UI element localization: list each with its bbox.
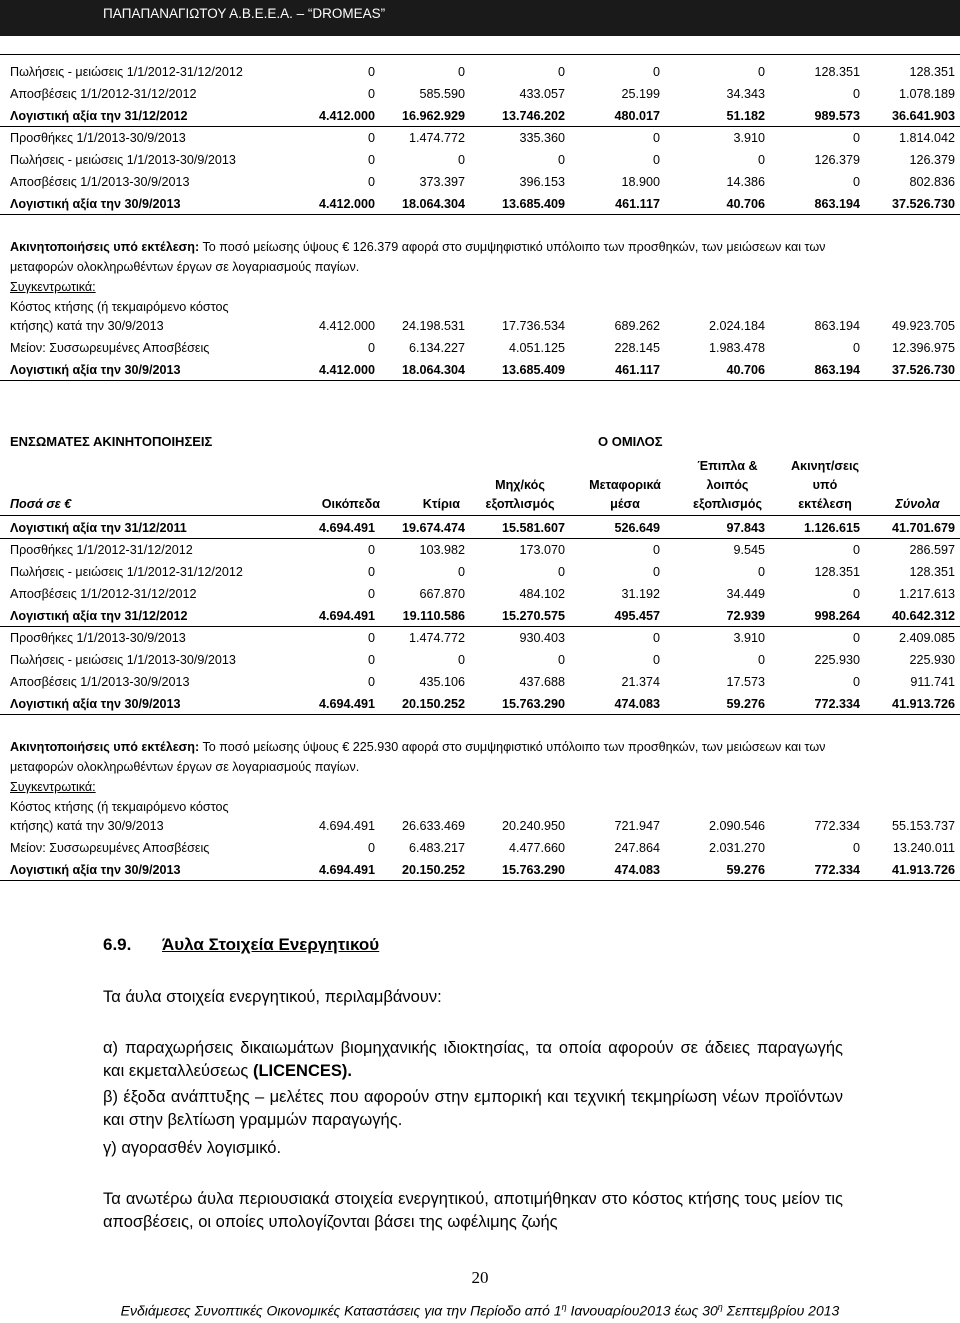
cell-value: 72.939	[726, 609, 765, 623]
cell-value: 41.701.679	[891, 521, 955, 535]
cell-value: 3.910	[733, 131, 765, 145]
cell-value: 1.983.478	[708, 341, 765, 355]
cell-value: 1.814.042	[898, 131, 955, 145]
cell-value: 126.379	[909, 153, 955, 167]
amount-label: Ποσά σε €	[10, 497, 72, 511]
cell-value: 15.763.290	[501, 697, 565, 711]
row-label: Αποσβέσεις 1/1/2013-30/9/2013	[10, 675, 190, 689]
cell-value: 1.126.615	[803, 521, 860, 535]
cell-value: 40.706	[726, 363, 765, 377]
cell-value: 4.477.660	[508, 841, 565, 855]
page-number: 20	[471, 1268, 489, 1287]
cell-value: 247.864	[614, 841, 660, 855]
company-note	[10, 237, 940, 257]
table-row	[0, 150, 960, 170]
cell-value: 9.545	[733, 543, 765, 557]
row-label: Λογιστική αξία την 30/9/2013	[10, 363, 181, 377]
cell-value: 6.134.227	[408, 341, 465, 355]
cell-value: 435.106	[419, 675, 465, 689]
cell-value: 13.746.202	[501, 109, 565, 123]
header-machinery	[470, 476, 570, 514]
cell-value: 59.276	[726, 697, 765, 711]
row-label: Λογιστική αξία την 31/12/2012	[10, 609, 188, 623]
cell-value: 863.194	[814, 363, 860, 377]
cell-value: 0	[852, 841, 860, 855]
cell-value: 20.240.950	[501, 819, 565, 833]
closing-paragraph: Τα ανωτέρω άυλα περιουσιακά στοιχεία ενεργητικού, αποτιμήθηκαν στο κόστος κτήσης τους μείον τις αποσβέσεις, οι οποίες υπολογίζονται βάσει της ωφέλιμης ζωής	[103, 1190, 843, 1231]
header-furniture-line3: εξοπλισμός	[692, 497, 762, 511]
cell-value: 998.264	[814, 609, 860, 623]
row-label: Αποσβέσεις 1/1/2012-31/12/2012	[10, 87, 197, 101]
cell-value: 0	[557, 65, 565, 79]
cell-value: 772.334	[814, 697, 860, 711]
cell-value: 13.685.409	[501, 363, 565, 377]
row-label: Μείον: Συσσωρευμένες Αποσβέσεις	[10, 841, 210, 855]
cell-value: 4.412.000	[318, 363, 375, 377]
group-summary-label: Συγκεντρωτικά:	[10, 780, 96, 794]
cell-value: 689.262	[614, 319, 660, 333]
item-a-text: α) παραχωρήσεις δικαιωμάτων βιομηχανικής ιδιοκτησίας, τα οποία αφορούν σε άδειες παραγωγής και εκμεταλλεύσεως	[103, 1039, 843, 1080]
cell-value: 0	[652, 65, 660, 79]
table-row	[0, 540, 960, 560]
table-row	[0, 128, 960, 148]
cell-value: 484.102	[519, 587, 565, 601]
top-divider	[0, 54, 960, 55]
table-row	[0, 860, 960, 881]
cell-value: 4.412.000	[318, 197, 375, 211]
cell-value: 24.198.531	[401, 319, 465, 333]
cell-value: 0	[852, 675, 860, 689]
cell-value: 126.379	[814, 153, 860, 167]
cell-value: 19.110.586	[402, 609, 465, 623]
cell-value: 6.483.217	[408, 841, 465, 855]
cell-value: 103.982	[419, 543, 465, 557]
row-label: Πωλήσεις - μειώσεις 1/1/2013-30/9/2013	[10, 153, 236, 167]
cell-value: 0	[852, 587, 860, 601]
cell-value: 0	[852, 341, 860, 355]
cell-value: 863.194	[814, 319, 860, 333]
row-label: Λογιστική αξία την 30/9/2013	[10, 197, 181, 211]
cell-value: 930.403	[519, 631, 565, 645]
cell-value: 17.573	[726, 675, 765, 689]
cell-value: 0	[367, 631, 375, 645]
cell-value: 526.649	[614, 521, 660, 535]
cell-value: 14.386	[726, 175, 765, 189]
cell-value: 18.064.304	[401, 197, 465, 211]
group-section-title: ΕΝΣΩΜΑΤΕΣ ΑΚΙΝΗΤΟΠΟΙΗΣΕΙΣ	[10, 434, 213, 449]
table-row	[0, 316, 960, 336]
header-furniture-line2: λοιπός	[706, 478, 749, 492]
row-label: Λογιστική αξία την 30/9/2013	[10, 697, 181, 711]
cell-value: 0	[367, 175, 375, 189]
cell-value: 474.083	[614, 863, 660, 877]
group-note-line2: μεταφορών ολοκληρωθέντων έργων σε λογαριασμούς παγίων.	[10, 760, 360, 774]
cell-value: 772.334	[814, 863, 860, 877]
cell-value: 0	[852, 543, 860, 557]
cell-value: 18.064.304	[401, 363, 465, 377]
cell-value: 667.870	[419, 587, 465, 601]
cell-value: 3.910	[733, 631, 765, 645]
cell-value: 4.694.491	[318, 819, 375, 833]
table-row	[0, 694, 960, 715]
table-row	[0, 562, 960, 582]
cell-value: 59.276	[726, 863, 765, 877]
cell-value: 0	[367, 565, 375, 579]
header-construction-line2: υπό	[812, 478, 838, 492]
table-row	[0, 338, 960, 358]
cell-value: 0	[367, 543, 375, 557]
cell-value: 286.597	[909, 543, 955, 557]
cell-value: 0	[852, 87, 860, 101]
table-row	[0, 816, 960, 836]
cell-value: 18.900	[621, 175, 660, 189]
table-row	[0, 838, 960, 858]
cell-value: 128.351	[814, 65, 860, 79]
cell-value: 0	[757, 153, 765, 167]
row-label: Μείον: Συσσωρευμένες Αποσβέσεις	[10, 341, 210, 355]
footer-pre: Ενδιάμεσες Συνοπτικές Οικονομικές Καταστάσεις για την Περίοδο από 1	[120, 1302, 562, 1319]
cell-value: 0	[367, 131, 375, 145]
row-label: κτήσης) κατά την 30/9/2013	[10, 819, 164, 833]
cell-value: 15.270.575	[501, 609, 565, 623]
cell-value: 433.057	[519, 87, 565, 101]
cell-value: 41.913.726	[891, 863, 955, 877]
cell-value: 0	[652, 543, 660, 557]
cell-value: 4.694.491	[318, 697, 375, 711]
cell-value: 0	[757, 653, 765, 667]
company-note-text: Το ποσό μείωσης ύψους € 126.379 αφορά στο συμψηφιστικό υπόλοιπο των προσθηκών, των μειώσεων και των	[199, 240, 826, 254]
item-c: γ) αγορασθέν λογισμικό.	[103, 1139, 282, 1157]
group-note	[10, 737, 940, 757]
table-row	[0, 62, 960, 82]
footer-post: Σεπτεμβρίου 2013	[722, 1302, 840, 1319]
table-row	[0, 360, 960, 381]
cell-value: 49.923.705	[891, 319, 955, 333]
header-banner	[0, 0, 960, 36]
cell-value: 0	[367, 653, 375, 667]
table-row	[0, 584, 960, 604]
cell-value: 0	[367, 87, 375, 101]
cell-value: 128.351	[909, 565, 955, 579]
table-row	[0, 194, 960, 215]
row-label: Προσθήκες 1/1/2013-30/9/2013	[10, 631, 186, 645]
cell-value: 0	[367, 841, 375, 855]
footer-mid: Ιανουαρίου2013 έως 30	[566, 1302, 718, 1319]
row-label: Αποσβέσεις 1/1/2012-31/12/2012	[10, 587, 197, 601]
row-label: Προσθήκες 1/1/2013-30/9/2013	[10, 131, 186, 145]
header-machinery-line2: εξοπλισμός	[485, 497, 555, 511]
cell-value: 19.674.474	[401, 521, 465, 535]
cell-value: 335.360	[519, 131, 565, 145]
cell-value: 31.192	[621, 587, 660, 601]
table-row	[0, 650, 960, 670]
header-vehicles-line2: μέσα	[610, 497, 640, 511]
cell-value: 12.396.975	[891, 341, 955, 355]
company-note-line2: μεταφορών ολοκληρωθέντων έργων σε λογαριασμούς παγίων.	[10, 260, 360, 274]
cell-value: 0	[652, 653, 660, 667]
header-construction-line1: Ακινητ/σεις	[790, 459, 860, 473]
cell-value: 36.641.903	[891, 109, 955, 123]
header-furniture	[675, 457, 780, 514]
cell-value: 0	[757, 65, 765, 79]
footer-sup2: η	[717, 1302, 723, 1312]
cell-value: 40.706	[726, 197, 765, 211]
section-number: 6.9.	[103, 935, 132, 954]
cell-value: 585.590	[419, 87, 465, 101]
cell-value: 20.150.252	[401, 697, 465, 711]
cell-value: 15.763.290	[501, 863, 565, 877]
cell-value: 0	[557, 565, 565, 579]
row-label: Αποσβέσεις 1/1/2013-30/9/2013	[10, 175, 190, 189]
cell-value: 97.843	[726, 521, 765, 535]
cell-value: 128.351	[909, 65, 955, 79]
cell-value: 128.351	[814, 565, 860, 579]
header-furniture-line1: Έπιπλα &	[697, 459, 758, 473]
cell-value: 21.374	[621, 675, 660, 689]
cell-value: 55.153.737	[891, 819, 955, 833]
company-note-label: Ακινητοποιήσεις υπό εκτέλεση:	[10, 240, 200, 254]
group-note-label: Ακινητοποιήσεις υπό εκτέλεση:	[10, 740, 200, 754]
group-title: Ο ΟΜΙΛΟΣ	[598, 434, 663, 449]
cell-value: 34.449	[726, 587, 765, 601]
table-row	[0, 84, 960, 104]
cell-value: 13.685.409	[501, 197, 565, 211]
cell-value: 2.409.085	[898, 631, 955, 645]
cell-value: 373.397	[419, 175, 465, 189]
company-name: ΠΑΠΑΠΑΝΑΓΙΩΤΟΥ Α.Β.Ε.Ε.Α. – “DROMEAS”	[103, 6, 386, 21]
cell-value: 34.343	[726, 87, 765, 101]
cell-value: 396.153	[519, 175, 565, 189]
cell-value: 41.913.726	[891, 697, 955, 711]
cell-value: 2.090.546	[708, 819, 765, 833]
cell-value: 480.017	[614, 109, 660, 123]
cell-value: 0	[852, 631, 860, 645]
header-vehicles-line1: Μεταφορικά	[589, 478, 661, 492]
cell-value: 0	[557, 653, 565, 667]
cell-value: 25.199	[621, 87, 660, 101]
cell-value: 474.083	[614, 697, 660, 711]
table-row	[0, 518, 960, 539]
cell-value: 802.836	[909, 175, 955, 189]
cell-value: 495.457	[614, 609, 660, 623]
cell-value: 1.474.772	[408, 631, 465, 645]
cell-value: 437.688	[519, 675, 565, 689]
cell-value: 2.024.184	[708, 319, 765, 333]
cell-value: 20.150.252	[401, 863, 465, 877]
cell-value: 0	[367, 153, 375, 167]
cell-value: 17.736.534	[501, 319, 565, 333]
cell-value: 0	[852, 131, 860, 145]
cell-value: 4.412.000	[318, 319, 375, 333]
cell-value: 0	[557, 153, 565, 167]
header-construction	[775, 457, 875, 514]
cell-value: 51.182	[726, 109, 765, 123]
table-row	[0, 172, 960, 192]
row-label: Πωλήσεις - μειώσεις 1/1/2012-31/12/2012	[10, 65, 243, 79]
cell-value: 0	[652, 153, 660, 167]
cell-value: 16.962.929	[401, 109, 465, 123]
table-row	[0, 606, 960, 627]
header-construction-line3: εκτέλεση	[798, 497, 852, 511]
section-title: Άυλα Στοιχεία Ενεργητικού	[162, 935, 380, 954]
cell-value: 225.930	[814, 653, 860, 667]
cell-value: 4.051.125	[508, 341, 565, 355]
cell-value: 0	[367, 341, 375, 355]
cell-value: 0	[367, 587, 375, 601]
cell-value: 0	[852, 175, 860, 189]
row-label: Λογιστική αξία την 31/12/2011	[10, 521, 187, 535]
cell-value: 1.217.613	[898, 587, 955, 601]
cell-value: 461.117	[615, 197, 660, 211]
company-summary-label: Συγκεντρωτικά:	[10, 280, 96, 294]
cell-value: 0	[367, 65, 375, 79]
header-total: Σύνολα	[895, 497, 940, 511]
section-intro: Τα άυλα στοιχεία ενεργητικού, περιλαμβάνουν:	[103, 988, 442, 1006]
item-b: β) έξοδα ανάπτυξης – μελέτες που αφορούν στην εμπορική και τεχνική τεκμηρίωση νέων προϊόντων και στην βελτίωση γραμμών παραγωγής.	[103, 1088, 843, 1129]
cell-value: 13.240.011	[892, 841, 955, 855]
cell-value: 40.642.312	[891, 609, 955, 623]
cell-value: 0	[457, 65, 465, 79]
row-label: Πωλήσεις - μειώσεις 1/1/2012-31/12/2012	[10, 565, 243, 579]
cell-value: 1.474.772	[408, 131, 465, 145]
footer	[0, 1302, 960, 1319]
header-land: Οικόπεδα	[321, 497, 380, 511]
cell-value: 0	[652, 565, 660, 579]
row-label: κτήσης) κατά την 30/9/2013	[10, 319, 164, 333]
cell-value: 0	[652, 131, 660, 145]
cell-value: 721.947	[614, 819, 660, 833]
row-label: Πωλήσεις - μειώσεις 1/1/2013-30/9/2013	[10, 653, 236, 667]
header-vehicles	[575, 476, 675, 514]
group-note-text: Το ποσό μείωσης ύψους € 225.930 αφορά στο συμψηφιστικό υπόλοιπο των προσθηκών, των μειώσεων και των	[199, 740, 826, 754]
cell-value: 4.694.491	[318, 609, 375, 623]
item-a-licences: (LICENCES).	[248, 1062, 352, 1080]
cell-value: 772.334	[814, 819, 860, 833]
header-machinery-line1: Μηχ/κός	[495, 478, 545, 492]
row-label: Λογιστική αξία την 30/9/2013	[10, 863, 181, 877]
table-row	[0, 628, 960, 648]
group-header-divider	[0, 515, 960, 516]
cell-value: 37.526.730	[891, 197, 955, 211]
cell-value: 0	[457, 653, 465, 667]
cell-value: 0	[757, 565, 765, 579]
table-row	[0, 106, 960, 127]
cell-value: 911.741	[910, 675, 955, 689]
company-cost-label: Κόστος κτήσης (ή τεκμαιρόμενο κόστος	[10, 300, 229, 314]
cell-value: 0	[367, 675, 375, 689]
cell-value: 0	[457, 565, 465, 579]
header-buildings: Κτίρια	[422, 497, 460, 511]
row-label: Προσθήκες 1/1/2012-31/12/2012	[10, 543, 193, 557]
item-a	[103, 1037, 843, 1083]
cell-value: 173.070	[519, 543, 565, 557]
footer-sup1: η	[561, 1302, 567, 1312]
group-cost-label: Κόστος κτήσης (ή τεκμαιρόμενο κόστος	[10, 800, 229, 814]
cell-value: 0	[652, 631, 660, 645]
cell-value: 26.633.469	[401, 819, 465, 833]
row-label: Λογιστική αξία την 31/12/2012	[10, 109, 188, 123]
cell-value: 461.117	[615, 363, 660, 377]
cell-value: 4.412.000	[318, 109, 375, 123]
cell-value: 4.694.491	[318, 521, 375, 535]
cell-value: 4.694.491	[318, 863, 375, 877]
cell-value: 2.031.270	[708, 841, 765, 855]
cell-value: 228.145	[614, 341, 660, 355]
cell-value: 37.526.730	[891, 363, 955, 377]
cell-value: 1.078.189	[898, 87, 955, 101]
cell-value: 15.581.607	[501, 521, 565, 535]
cell-value: 225.930	[909, 653, 955, 667]
cell-value: 0	[457, 153, 465, 167]
cell-value: 863.194	[814, 197, 860, 211]
table-row	[0, 672, 960, 692]
cell-value: 989.573	[814, 109, 860, 123]
